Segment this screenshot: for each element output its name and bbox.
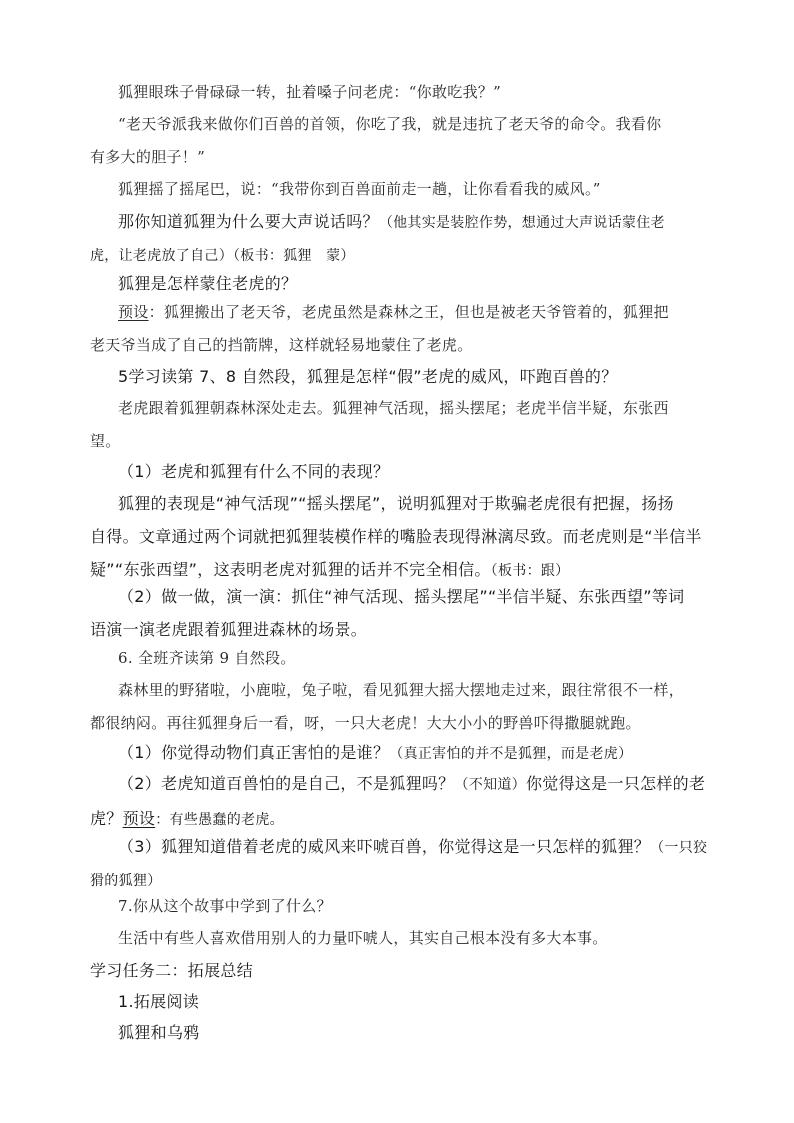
question-9-1 <box>90 736 710 771</box>
paragraph-quote-9 <box>90 674 710 740</box>
answer-note: 虎，让老虎放了自己）（板书：狐狸 蒙） <box>90 248 355 264</box>
text-line: ：狐狸搬出了老天爷，老虎虽然是森林之王，但也是被老天爷管着的，狐狸把 <box>148 303 669 321</box>
text-line: 生活中有些人喜欢借用别人的力量吓唬人，其实自己根本没有多大本事。 <box>118 929 608 947</box>
text-line: 学习任务二：拓展总结 <box>90 961 254 980</box>
board-note: （板书：跟） <box>490 563 570 579</box>
question-text: 那你知道狐狸为什么要大声说话吗？ <box>118 212 379 231</box>
text-line: 狐狸摇了摇尾巴，说：“我带你到百兽面前走一趟，让你看看我的威风。” <box>118 180 601 198</box>
question-text: 狐狸是怎样蒙住老虎的？ <box>118 274 298 293</box>
text-line: 1.拓展阅读 <box>118 992 200 1011</box>
text-line: 都很纳闷。再往狐狸身后一看，呀，一只大老虎！大大小小的野兽吓得撒腿就跑。 <box>90 714 641 732</box>
text-line: 6. 全班齐读第 9 自然段。 <box>118 649 296 667</box>
text-line: 5学习读第 7、8 自然段，狐狸是怎样“假”老虎的威风，吓跑百兽的？ <box>118 367 618 386</box>
section-heading-5 <box>90 360 710 393</box>
text-line: 老天爷当成了自己的挡箭牌，这样就轻易地蒙住了老虎。 <box>90 336 473 354</box>
text-line: 狐狸和乌鸦 <box>118 1023 200 1042</box>
text-line: 语演一演老虎跟着狐狸进森林的场景。 <box>90 620 368 639</box>
answer-note: （一只狡 <box>650 840 708 856</box>
text-line: （2）做一做，演一演：抓住“神气活现、摇头摆尾”“半信半疑、东张西望”等词 <box>118 587 685 606</box>
text-line: 疑”“东张西望”，这表明老虎对狐狸的话并不完全相信。 <box>90 560 491 579</box>
question-text: （3）狐狸知道借着老虎的威风来吓唬百兽，你觉得这是一只怎样的狐狸？ <box>118 837 651 856</box>
paragraph-fox-asks <box>90 76 710 109</box>
answer-note: （他其实是装腔作势，想通过大声说话蒙住老 <box>378 215 665 231</box>
paragraph-lesson <box>90 922 710 955</box>
question-9-3 <box>90 830 710 898</box>
preset-label: 预设 <box>118 303 149 321</box>
text-line: 有多大的胆子！” <box>90 148 206 166</box>
text-line: 狐狸的表现是“神气活现”“摇头摆尾”，说明狐狸对于欺骗老虎很有把握，扬扬 <box>118 494 674 513</box>
question-9-2 <box>90 767 710 837</box>
answer-note: （不知道） <box>454 777 526 793</box>
paragraph-question-loud <box>90 205 710 273</box>
subheading-extension-reading <box>90 985 710 1018</box>
preset-label: 预设 <box>122 809 156 828</box>
paragraph-analysis <box>90 487 710 588</box>
text-line: 望。 <box>90 432 121 450</box>
answer-note: （真正害怕的并不是狐狸，而是老虎） <box>389 746 633 762</box>
paragraph-fox-tail <box>90 173 710 206</box>
question-2 <box>90 580 710 646</box>
text-line: “老天爷派我来做你们百兽的首领，你吃了我，就是违抗了老天爷的命令。我看你 <box>118 115 662 133</box>
text-line: 森林里的野猪啦，小鹿啦，兔子啦，看见狐狸大摇大摆地走过来，跟往常很不一样， <box>118 681 685 699</box>
text-line: 自得。文章通过两个词就把狐狸装模作样的嘴脸表现得淋漓尽致。而老虎则是“半信半 <box>90 527 702 546</box>
section-heading-7 <box>90 890 710 923</box>
answer-note: ：有些愚蠢的老虎。 <box>155 812 284 828</box>
story-title <box>90 1016 710 1049</box>
question-text: 你觉得这是一只怎样的老 <box>525 774 706 793</box>
answer-note: 猾的狐狸） <box>90 873 162 889</box>
section-heading-6 <box>90 642 710 675</box>
text-line: 老虎跟着狐狸朝森林深处走去。狐狸神气活现，摇头摆尾；老虎半信半疑，东张西 <box>118 399 669 417</box>
paragraph-fox-claims <box>90 108 710 174</box>
task-heading <box>90 954 710 987</box>
question-text: （2）老虎知道百兽怕的是自己，不是狐狸吗？ <box>118 774 455 793</box>
question-text: 虎？ <box>90 809 123 828</box>
text-line: （1）老虎和狐狸有什么不同的表现？ <box>118 462 390 481</box>
text-line: 7.你从这个故事中学到了什么？ <box>118 897 332 915</box>
text-line: 狐狸眼珠子骨碌碌一转，扯着嗓子问老虎：“你敢吃我？” <box>118 83 502 101</box>
question-1 <box>90 455 710 488</box>
paragraph-preset-1 <box>90 296 710 362</box>
paragraph-quote-7-8 <box>90 392 710 458</box>
question-text: （1）你觉得动物们真正害怕的是谁？ <box>118 743 390 762</box>
